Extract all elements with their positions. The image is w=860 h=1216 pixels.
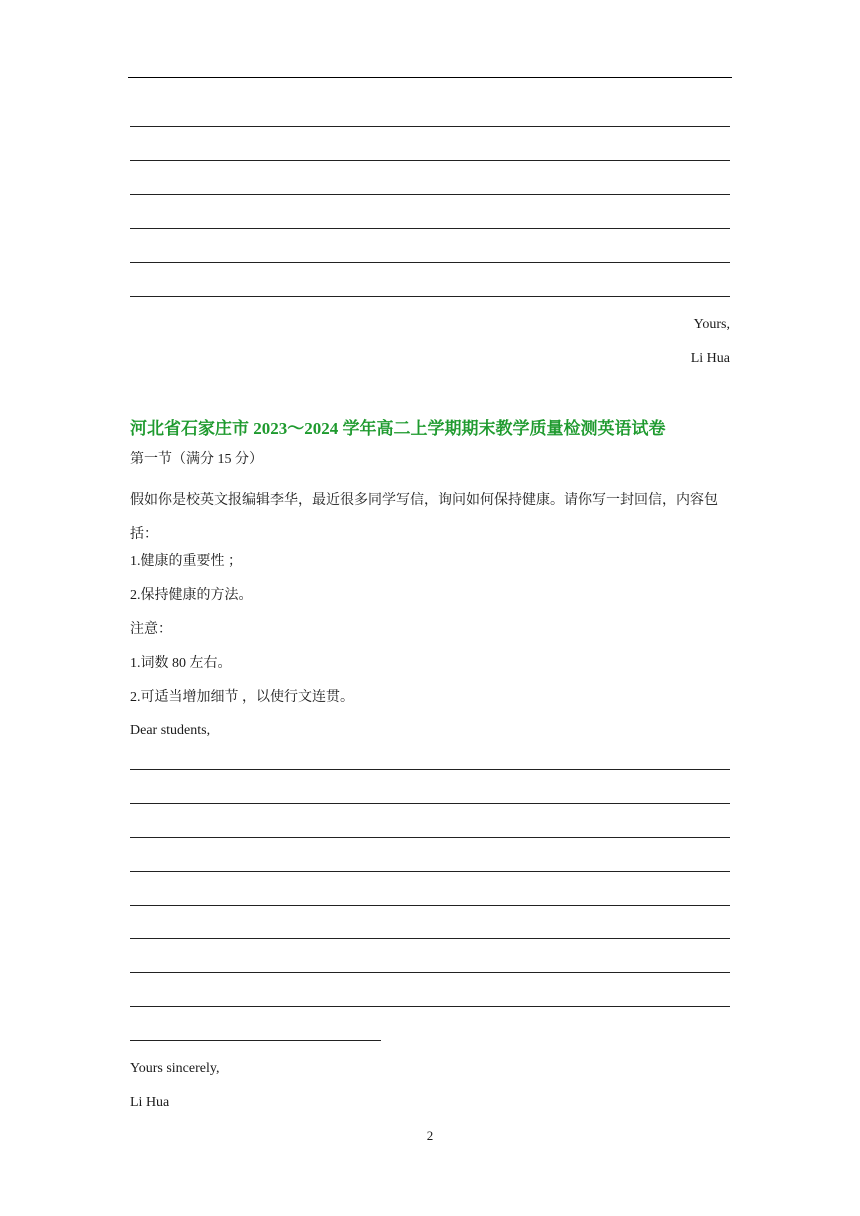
answer-line <box>130 803 730 804</box>
answer-line <box>130 769 730 770</box>
answer-line <box>130 905 730 906</box>
answer-line <box>130 1006 730 1007</box>
note-item: 1.词数 80 左右。 <box>130 656 232 671</box>
note-item: 2.可适当增加细节 ，以使行文连贯。 <box>130 690 354 705</box>
page-number: 2 <box>426 1128 434 1143</box>
section-title: 河北省石家庄市 2023～2024 学年高二上学期期末教学质量检测英语试卷 <box>130 419 666 438</box>
answer-line <box>130 837 730 838</box>
answer-line <box>130 296 730 297</box>
answer-line <box>130 228 730 229</box>
answer-line <box>130 194 730 195</box>
letter-signature: Li Hua <box>690 351 730 366</box>
content-point: 1.健康的重要性 ； <box>130 554 242 569</box>
signature: Li Hua <box>130 1095 170 1110</box>
answer-line <box>130 160 730 161</box>
task-prompt: 假如你是校英文报编辑李华，最近很多同学写信，询问如何保持健康。请你写一封回信，内容包括： <box>130 493 718 542</box>
closing: Yours sincerely, <box>130 1061 220 1076</box>
header-rule <box>128 77 732 78</box>
subsection-heading: 第一节（满分 15 分） <box>130 452 263 467</box>
answer-line-short <box>130 1040 381 1041</box>
answer-line <box>130 972 730 973</box>
letter-closing: Yours, <box>693 317 730 332</box>
salutation: Dear students, <box>130 723 211 738</box>
content-point: 2.保持健康的方法。 <box>130 588 253 603</box>
answer-line <box>130 871 730 872</box>
answer-line <box>130 262 730 263</box>
answer-line <box>130 126 730 127</box>
notes-label: 注意： <box>130 622 172 637</box>
answer-line <box>130 938 730 939</box>
